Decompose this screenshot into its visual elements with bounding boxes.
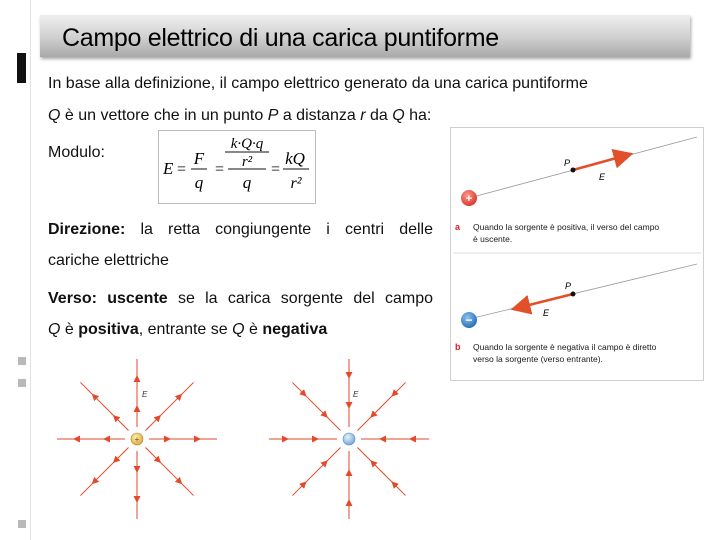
panel-a-letter: a [455,222,461,232]
panel-b-caption-1: Quando la sorgente è negativa il campo è diretto [473,342,657,352]
title-bar [40,15,690,57]
slide-accent-dot [18,357,26,365]
field-line-arrow [156,458,160,462]
field-line [357,447,405,495]
modulo-label: Modulo: [48,144,105,161]
field-line-arrow [177,479,181,483]
vector-e-label: E [543,308,550,318]
right-vector-e-label: E [353,390,359,399]
svg-text:q: q [242,173,252,192]
field-line-arrow [371,413,375,417]
panel-b-caption-2: verso la sorgente (verso entrante). [473,354,603,364]
page-title: Campo elettrico di una carica puntiforme [62,24,499,52]
slide-accent-dot [18,379,26,387]
panel-b [455,264,697,364]
field-line [292,447,340,495]
field-line-arrow [371,461,375,465]
negative-charge-icon [343,433,355,445]
field-vector-arrow [513,294,573,309]
field-line-arrow [323,461,327,465]
field-line [292,382,340,430]
left-vector-e-label: E [142,390,148,399]
field-line-arrow [323,413,327,417]
point-p-label: P [564,158,571,168]
svg-text:q: q [194,173,204,192]
svg-text:E: E [163,159,174,178]
field-line [145,447,193,495]
verso-line-1: Verso: uscente se la carica sorgente del campo [48,290,433,307]
svg-text:=: = [215,161,225,178]
intro-line-2: Q è un vettore che in un punto P a distanza r da Q ha: [48,107,432,124]
panel-a [455,137,697,244]
panel-a-caption-2: è uscente. [473,234,513,244]
field-vector-arrow [573,154,631,170]
field-line [80,382,128,430]
svg-text:r²: r² [241,154,253,170]
field-line [145,382,193,430]
slide-accent-dot [18,520,26,528]
svg-text:=: = [271,161,281,178]
direzione-line-1: Direzione: la retta congiungente i centri delle [48,221,433,238]
panel-b-letter: b [455,342,461,352]
point-p-dot [571,168,576,173]
svg-text:+: + [134,435,140,444]
field-direction-figure [450,127,704,381]
field-line-arrow [114,416,118,420]
svg-text:k·Q·q: k·Q·q [230,136,264,152]
svg-text:r²: r² [290,175,302,192]
svg-text:−: − [465,313,473,327]
panel-a-caption-1: Quando la sorgente è positiva, il verso del campo [473,222,660,232]
slide-frame-line [30,0,31,540]
svg-text:F: F [193,149,205,168]
verso-line-2: Q è positiva, entrante se Q è negativa [48,321,328,338]
field-line-arrow [302,392,306,396]
intro-line-1: In base alla definizione, il campo elettrico generato da una carica puntiforme [48,75,588,92]
svg-text:+: + [465,193,473,205]
field-line-arrow [177,394,181,398]
point-p-label: P [565,281,572,291]
field-lines-figure [50,352,436,530]
svg-text:kQ: kQ [285,149,305,168]
vector-e-label: E [599,172,606,182]
field-line-arrow [156,416,160,420]
field-line-arrow [92,479,96,483]
field-line-arrow [302,482,306,486]
direzione-line-2: cariche elettriche [48,252,169,269]
svg-text:=: = [177,161,187,178]
field-line-arrow [392,392,396,396]
field-line-arrow [392,482,396,486]
point-p-dot [571,292,576,297]
field-line-arrow [92,394,96,398]
modulo-formula [158,130,316,204]
field-line [80,447,128,495]
field-line [357,382,405,430]
slide-accent-bar [17,53,26,83]
field-line-arrow [114,458,118,462]
